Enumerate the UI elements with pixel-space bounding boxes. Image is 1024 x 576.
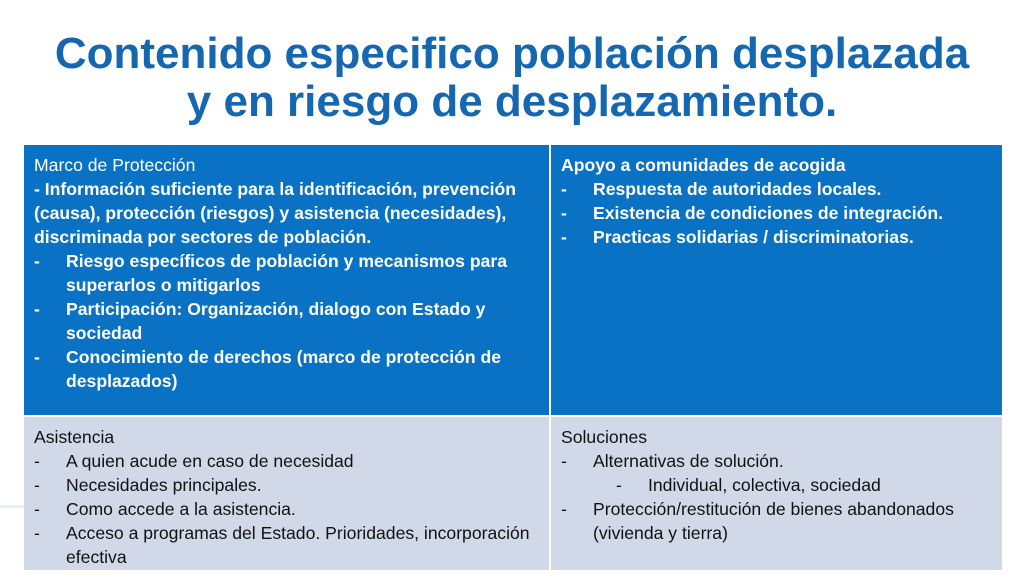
bullet-dash: - bbox=[34, 523, 40, 543]
bullet-dash: - bbox=[561, 227, 567, 247]
bullet-dash: - bbox=[34, 475, 40, 495]
list-item bbox=[34, 345, 539, 393]
bullet-dash: - bbox=[34, 251, 40, 271]
list-item-text: Acceso a programas del Estado. Prioridades, incorporación efectiva bbox=[66, 523, 530, 567]
list-item bbox=[561, 201, 992, 225]
cell-intro: - Información suficiente para la identificación, prevención (causa), protección (riesgos) y asistencia (necesidades), discriminada por sectores de población. bbox=[34, 179, 516, 247]
bullet-dash: - bbox=[34, 299, 40, 319]
cell-asistencia bbox=[24, 417, 551, 570]
list-item-text: Conocimiento de derechos (marco de protección de desplazados) bbox=[66, 347, 502, 391]
cell-soluciones bbox=[551, 417, 1002, 570]
bullet-dash: - bbox=[34, 499, 40, 519]
list-item bbox=[34, 473, 539, 497]
cell-heading: Marco de Protección bbox=[34, 155, 196, 175]
decorative-bar bbox=[0, 505, 24, 508]
list-item bbox=[561, 225, 992, 249]
list-item-text: Como accede a la asistencia. bbox=[66, 499, 296, 519]
list-item bbox=[561, 449, 992, 473]
list-item-text: Practicas solidarias / discriminatorias. bbox=[593, 227, 914, 247]
list-item-text: Necesidades principales. bbox=[66, 475, 262, 495]
list-item bbox=[561, 497, 992, 545]
sub-list-item bbox=[561, 473, 992, 497]
slide-title-line-2: y en riesgo de desplazamiento. bbox=[186, 77, 838, 126]
list-item bbox=[561, 177, 992, 201]
list-item-text: A quien acude en caso de necesidad bbox=[66, 451, 354, 471]
list-item-text: Participación: Organización, dialogo con Estado y sociedad bbox=[66, 299, 486, 343]
list-item bbox=[34, 249, 539, 297]
bullet-dash: - bbox=[561, 179, 567, 199]
content-table bbox=[24, 145, 1002, 570]
slide-title-line-1: Contenido especifico población desplazada bbox=[54, 29, 970, 78]
list-item-text: Protección/restitución de bienes abandonados (vivienda y tierra) bbox=[593, 499, 954, 543]
cell-heading: Apoyo a comunidades de acogida bbox=[561, 155, 846, 175]
cell-apoyo-comunidades bbox=[551, 145, 1002, 417]
bullet-dash: - bbox=[561, 451, 567, 471]
bullet-dash: - bbox=[561, 203, 567, 223]
bullet-dash: - bbox=[561, 499, 567, 519]
list-item bbox=[34, 497, 539, 521]
list-item-text: Existencia de condiciones de integración. bbox=[593, 203, 944, 223]
cell-marco-proteccion bbox=[24, 145, 551, 417]
cell-heading: Asistencia bbox=[34, 427, 115, 447]
cell-heading: Soluciones bbox=[561, 427, 648, 447]
bullet-dash: - bbox=[34, 451, 40, 471]
bullet-dash: - bbox=[34, 347, 40, 367]
list-item bbox=[34, 297, 539, 345]
bullet-dash: - bbox=[616, 475, 622, 495]
slide-title bbox=[0, 30, 1024, 126]
list-item bbox=[34, 449, 539, 473]
list-item bbox=[34, 521, 539, 569]
list-item-text: Respuesta de autoridades locales. bbox=[593, 179, 882, 199]
list-item-text: Riesgo específicos de población y mecanismos para superarlos o mitigarlos bbox=[66, 251, 507, 295]
list-item-text: Alternativas de solución. bbox=[593, 451, 784, 471]
sub-list-item-text: Individual, colectiva, sociedad bbox=[648, 475, 881, 495]
